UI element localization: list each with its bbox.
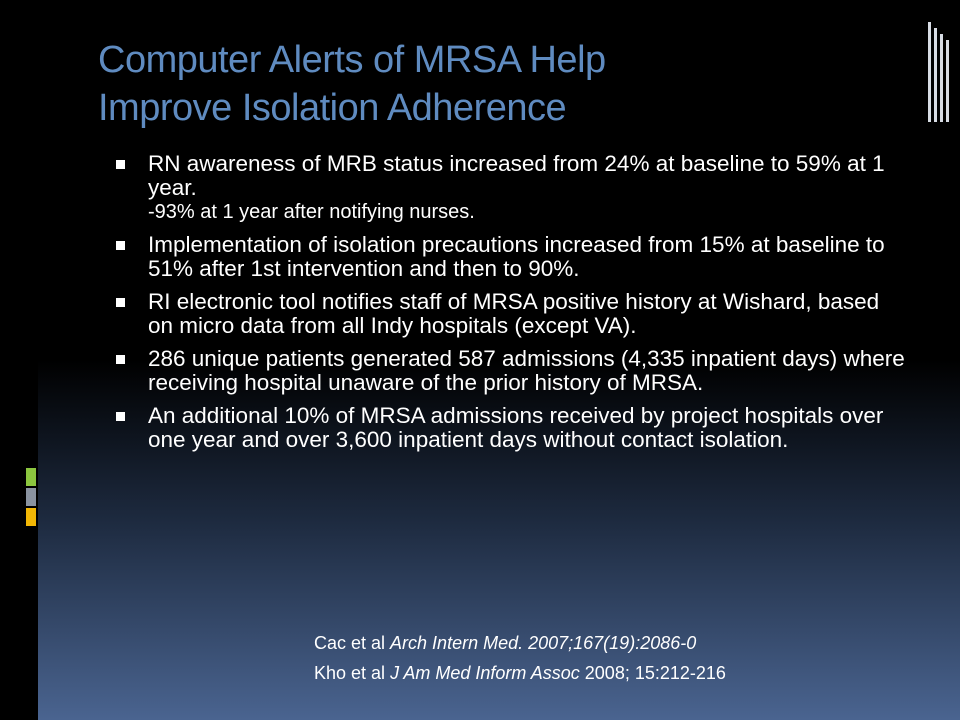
title-line-2: Improve Isolation Adherence (98, 87, 567, 129)
bullet-square-icon (116, 412, 125, 421)
reference-journal: Arch Intern Med. 2007;167(19):2086-0 (390, 633, 697, 653)
reference-journal: J Am Med Inform Assoc (390, 663, 580, 683)
reference-authors: Cac et al (314, 633, 391, 653)
bullet-text: Implementation of isolation precautions increased from 15% at baseline to 51% after 1st intervention and then to 90%. (148, 232, 885, 281)
bullet-item (116, 152, 906, 224)
bullet-square-icon (116, 160, 125, 169)
accent-gray-block (26, 488, 36, 506)
title-line-1: Computer Alerts of MRSA Help (98, 39, 606, 81)
bullet-item (116, 290, 906, 338)
references (314, 628, 726, 688)
slide-title (98, 36, 918, 132)
bullet-square-icon (116, 298, 125, 307)
bullet-text: RI electronic tool notifies staff of MRSA positive history at Wishard, based on micro data from all Indy hospitals (except VA). (148, 289, 880, 338)
bullet-item (116, 233, 906, 281)
bullet-text: An additional 10% of MRSA admissions received by project hospitals over one year and over 3,600 inpatient days without contact isolation. (148, 403, 884, 452)
reference-authors: Kho et al (314, 663, 391, 683)
reference-line (314, 628, 726, 658)
bullet-item (116, 404, 906, 452)
reference-details: 2008; 15:212-216 (579, 663, 726, 683)
accent-green-block (26, 468, 36, 486)
accent-yellow-block (26, 508, 36, 526)
bullet-list (116, 152, 906, 461)
bullet-text: RN awareness of MRB status increased from 24% at baseline to 59% at 1 year. (148, 151, 885, 200)
bullet-subtext: -93% at 1 year after notifying nurses. (148, 201, 475, 223)
left-sidebar-band (0, 0, 38, 720)
bullet-text: 286 unique patients generated 587 admissions (4,335 inpatient days) where receiving hospital unaware of the prior history of MRSA. (148, 346, 905, 395)
bullet-item (116, 347, 906, 395)
bullet-square-icon (116, 241, 125, 250)
corner-decoration-icon (928, 22, 950, 122)
bullet-square-icon (116, 355, 125, 364)
reference-line (314, 658, 726, 688)
